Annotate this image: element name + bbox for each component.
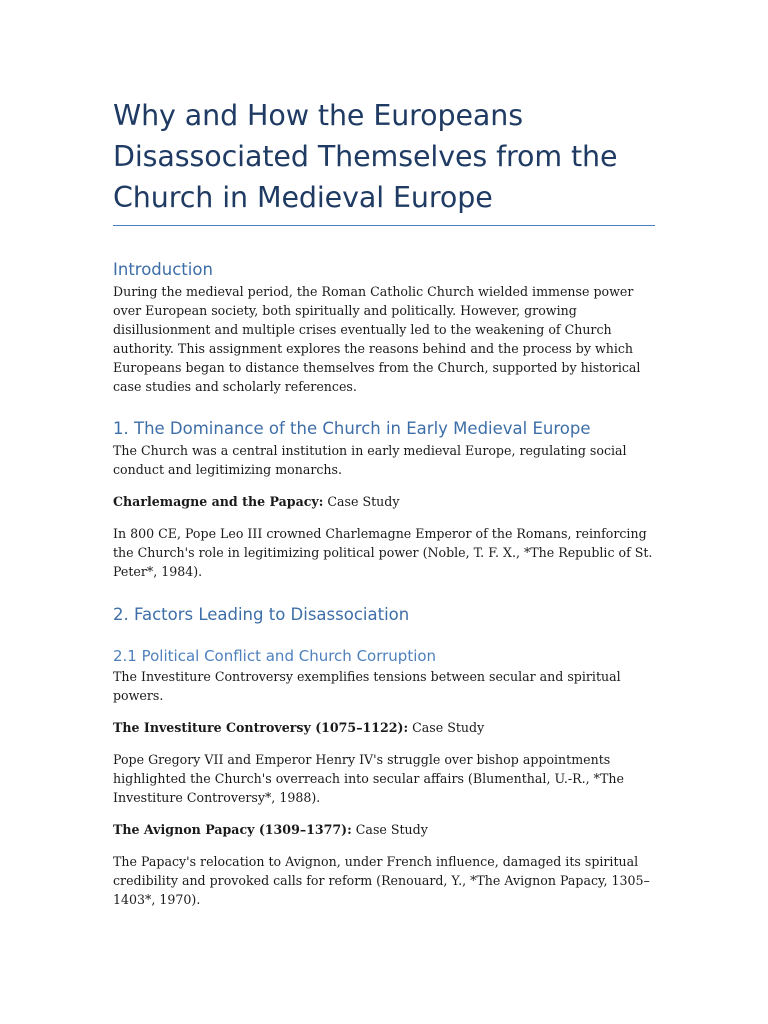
- section-1-paragraph: The Church was a central institution in early medieval Europe, regulating social conduct and legitimizing monarchs.: [113, 443, 627, 477]
- document-title: Why and How the Europeans Disassociated Themselves from the Church in Medieval Europe: [113, 99, 618, 214]
- case-study-title: The Avignon Papacy (1309–1377):: [113, 822, 352, 837]
- case-study-suffix: Case Study: [408, 720, 485, 735]
- case-study-charlemagne-text: In 800 CE, Pope Leo III crowned Charlemagne Emperor of the Romans, reinforcing the Church's role in legitimizing political power (Noble, T. F. X., *The Republic of St. Peter*, 1984).: [113, 526, 653, 579]
- subsection-2-1-heading: 2.1 Political Conflict and Church Corruption: [113, 647, 437, 665]
- section-1-heading: 1. The Dominance of the Church in Early Medieval Europe: [113, 419, 591, 438]
- case-study-title: The Investiture Controversy (1075–1122):: [113, 720, 409, 735]
- section-2-heading: 2. Factors Leading to Disassociation: [113, 605, 410, 624]
- case-study-suffix: Case Study: [351, 822, 428, 837]
- document-page: [113, 95, 655, 909]
- intro-heading: Introduction: [113, 260, 213, 279]
- case-study-investiture-text: Pope Gregory VII and Emperor Henry IV's struggle over bishop appointments highlighted the Church's overreach into secular affairs (Blumenthal, U.-R., *The Investiture Controversy*, 1988).: [113, 752, 624, 805]
- case-study-avignon-text: The Papacy's relocation to Avignon, under French influence, damaged its spiritual credibility and provoked calls for reform (Renouard, Y., *The Avignon Papacy, 1305–1403*, 1970).: [113, 854, 650, 907]
- case-study-title: Charlemagne and the Papacy:: [113, 494, 324, 509]
- case-study-avignon-label: [113, 820, 655, 839]
- case-study-charlemagne-label: [113, 492, 655, 511]
- intro-paragraph: During the medieval period, the Roman Catholic Church wielded immense power over European society, both spiritually and politically. However, growing disillusionment and multiple crises eventually led to the weakening of Church authority. This assignment explores the reasons behind and the process by which Europeans began to distance themselves from the Church, supported by historical case studies and scholarly references.: [113, 284, 641, 394]
- title-underline-rule: [113, 225, 655, 226]
- subsection-2-1-paragraph: The Investiture Controversy exemplifies tensions between secular and spiritual powers.: [113, 669, 621, 703]
- case-study-investiture-label: [113, 718, 655, 737]
- case-study-suffix: Case Study: [323, 494, 400, 509]
